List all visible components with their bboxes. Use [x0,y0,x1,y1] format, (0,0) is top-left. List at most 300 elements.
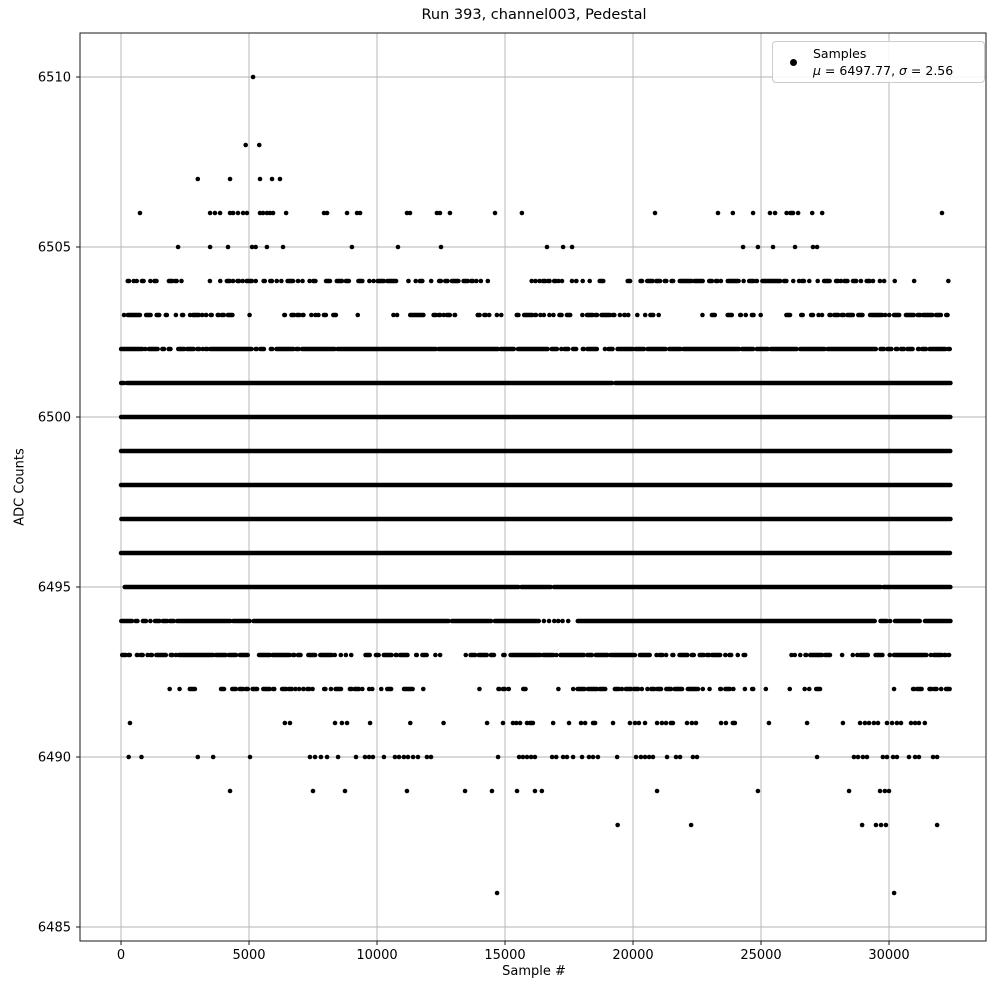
sample-point [278,177,283,182]
sample-point [724,721,729,726]
sample-point [495,313,500,318]
sample-point [429,279,434,284]
sample-point [591,755,596,760]
sample-point [840,653,845,658]
sample-point [852,755,857,760]
sample-point [367,279,372,284]
sigma-value: = 2.56 [906,63,954,78]
x-tick-label: 15000 [484,948,526,963]
legend-stats-line [813,62,953,79]
sample-point [421,687,426,692]
sample-point [859,279,864,284]
sample-point [787,687,792,692]
sample-point [743,687,748,692]
sample-point [325,755,330,760]
sample-point [885,755,890,760]
sample-point [716,211,721,216]
sample-point [134,279,139,284]
sample-point [719,279,724,284]
scatter-points-layer [121,75,951,896]
sample-point [741,279,746,284]
sample-point [883,789,888,794]
sample-point [226,245,231,250]
sample-point [177,687,182,692]
sample-point [550,755,555,760]
sample-point [917,755,922,760]
sample-point [402,755,407,760]
sample-point [895,721,900,726]
sample-point [520,211,525,216]
sample-point [895,755,900,760]
sample-point [820,211,825,216]
sample-point [493,211,498,216]
sample-point [643,313,648,318]
sample-point [345,721,350,726]
sample-point [858,721,863,726]
sample-point [756,789,761,794]
sample-point [495,891,500,896]
sample-point [556,687,561,692]
sample-point [791,279,796,284]
sample-point [413,279,418,284]
y-tick-label: 6510 [37,70,71,86]
sample-point [810,211,815,216]
sample-marker-icon [790,59,797,66]
sample-point [405,789,410,794]
sample-point [876,721,881,726]
sample-point [474,279,479,284]
sample-point [247,313,252,318]
sample-point [735,653,740,658]
x-tick-label: 20000 [612,948,654,963]
sample-point [773,211,778,216]
sample-point [258,177,263,182]
x-tick-label: 5000 [232,948,266,963]
sample-point [820,313,825,318]
sample-point [888,619,893,624]
sample-point [691,755,696,760]
sample-point [477,687,482,692]
sample-point [496,755,501,760]
sample-point [251,75,256,80]
sample-point [892,891,897,896]
sample-point [719,721,724,726]
sample-point [395,313,400,318]
sample-point [751,211,756,216]
sample-point [635,313,640,318]
sample-point [872,721,877,726]
sample-point [283,721,288,726]
sample-point [660,721,665,726]
sample-point [655,721,660,726]
sample-point [863,721,868,726]
sample-point [547,619,552,624]
sample-point [408,211,413,216]
sample-point [887,789,892,794]
mu-symbol: μ [813,63,821,78]
sample-point [560,619,565,624]
sample-point [208,279,213,284]
sample-point [350,245,355,250]
sample-point [499,313,504,318]
sample-point [257,143,262,148]
sample-point [634,755,639,760]
chart-title: Run 393, channel003, Pedestal [421,7,647,23]
sample-point [274,279,279,284]
sample-point [344,653,349,658]
sample-point [126,755,131,760]
y-tick-label: 6485 [37,920,71,936]
sample-point [678,755,683,760]
sample-point [174,313,179,318]
sample-point [501,721,506,726]
x-tick-label: 0 [116,948,126,963]
sample-point [618,313,623,318]
y-tick-label: 6490 [37,750,71,766]
legend-marker-col [773,59,813,66]
legend-text [813,45,953,79]
x-tick-label: 10000 [356,948,398,963]
sample-point [664,653,669,658]
sample-point [354,755,359,760]
sample-point [253,245,258,250]
sample-point [882,279,887,284]
sample-point [279,279,284,284]
y-axis-label: ADC Counts [12,448,28,526]
sample-point [701,687,706,692]
sample-point [139,755,144,760]
sample-point [847,789,852,794]
sample-point [643,721,648,726]
sample-point [545,245,550,250]
sample-point [793,245,798,250]
x-tick-label: 25000 [740,948,782,963]
sample-point [196,177,201,182]
sample-point [533,789,538,794]
sample-point [881,755,886,760]
sample-point [664,721,669,726]
sample-point [542,313,547,318]
sample-point [874,823,879,828]
sample-point [360,687,365,692]
y-tick-label: 6500 [37,410,71,426]
sample-point [311,789,316,794]
sample-point [587,755,592,760]
sample-point [566,619,571,624]
sample-point [655,789,660,794]
sample-point [861,755,866,760]
sample-point [580,755,585,760]
sample-point [570,279,575,284]
sample-point [309,313,314,318]
sample-point [176,245,181,250]
sample-point [167,687,172,692]
sample-point [907,755,912,760]
sample-point [884,823,889,828]
sample-point [639,755,644,760]
sample-point [579,721,584,726]
sample-point [441,721,446,726]
legend [772,41,985,83]
sample-point [425,755,430,760]
sample-point [860,823,865,828]
sample-point [807,687,812,692]
sample-point [626,313,631,318]
sample-point [690,721,695,726]
mu-value: = 6497.77, [820,63,900,78]
sample-point [408,721,413,726]
sample-point [756,245,761,250]
sample-point [768,211,773,216]
sample-point [554,653,559,658]
sample-point [486,279,491,284]
sample-point [313,755,318,760]
sample-point [665,755,670,760]
sample-point [211,755,216,760]
sample-point [336,755,341,760]
sample-point [694,721,699,726]
sample-point [940,211,945,216]
sample-point [767,721,772,726]
sample-point [228,789,233,794]
sample-point [433,653,438,658]
sample-point [245,211,250,216]
sample-point [731,687,736,692]
sample-point [547,313,552,318]
sample-point [196,755,201,760]
sample-point [611,721,616,726]
sample-point [700,313,705,318]
sample-point [807,279,812,284]
sample-point [236,211,241,216]
sample-point [231,211,236,216]
sample-point [878,789,883,794]
sample-point [518,721,523,726]
sample-point [355,313,360,318]
sample-point [396,245,401,250]
sample-point [643,755,648,760]
sample-point [416,755,421,760]
sample-point [815,279,820,284]
sample-point [270,177,275,182]
sample-point [879,823,884,828]
sample-point [707,687,712,692]
sample-point [867,721,872,726]
sample-point [892,687,897,692]
sample-point [596,755,601,760]
sample-point [179,279,184,284]
sample-point [685,721,690,726]
sample-point [208,245,213,250]
sample-point [841,721,846,726]
x-axis-label: Sample # [502,964,566,979]
sample-point [912,279,917,284]
sample-point [723,653,728,658]
sample-point [587,279,592,284]
sigma-symbol: σ [899,63,907,78]
sample-point [689,823,694,828]
sample-point [615,823,620,828]
sample-point [909,721,914,726]
sample-point [310,687,315,692]
sample-point [628,721,633,726]
legend-series-label: Samples [813,46,867,61]
sample-point [463,789,468,794]
sample-point [438,653,443,658]
sample-point [333,721,338,726]
sample-point [850,653,855,658]
sample-point [371,279,376,284]
sample-point [892,279,897,284]
sample-point [429,755,434,760]
sample-point [917,721,922,726]
sample-point [764,687,769,692]
sample-point [308,755,313,760]
sample-point [363,755,368,760]
sample-point [551,313,556,318]
sample-point [349,653,354,658]
sample-point [148,619,153,624]
y-tick-label: 6495 [37,580,71,596]
sample-point [815,755,820,760]
sample-point [935,823,940,828]
x-tick-label: 30000 [868,948,910,963]
sample-point [580,279,585,284]
sample-point [811,245,816,250]
sample-point [438,211,443,216]
sample-point [533,279,538,284]
sample-point [297,687,302,692]
sample-point [883,313,888,318]
sample-point [329,687,334,692]
sample-point [525,755,530,760]
sample-point [695,755,700,760]
sample-point [583,721,588,726]
sample-point [515,789,520,794]
sample-point [228,177,233,182]
sample-point [570,245,575,250]
sample-point [485,721,490,726]
sample-point [208,211,213,216]
sample-point [565,755,570,760]
sample-point [253,279,258,284]
sample-point [887,313,892,318]
sample-point [923,721,928,726]
sample-point [397,755,402,760]
sample-point [393,755,398,760]
sample-point [792,653,797,658]
sample-point [865,755,870,760]
sample-point [899,721,904,726]
sample-point [540,789,545,794]
sample-point [332,653,337,658]
sample-point [805,721,810,726]
sample-point [796,211,801,216]
sample-point [651,755,656,760]
sample-point [439,245,444,250]
sample-point [571,755,576,760]
sample-point [218,279,223,284]
sample-point [533,755,538,760]
sample-point [319,755,324,760]
sample-point [856,755,861,760]
sample-point [890,721,895,726]
sample-point [931,755,936,760]
sample-point [358,211,363,216]
sample-point [316,313,321,318]
sample-point [935,755,940,760]
sample-point [802,687,807,692]
sample-point [490,789,495,794]
sample-point [743,313,748,318]
sample-point [939,687,944,692]
sample-point [674,755,679,760]
sample-point [411,755,416,760]
sample-point [731,211,736,216]
sample-point [218,211,223,216]
sample-point [265,245,270,250]
sample-point [554,755,559,760]
sample-point [213,211,218,216]
sample-point [240,279,245,284]
sample-point [542,619,547,624]
sample-point [771,245,776,250]
sample-point [571,687,576,692]
sample-point [653,211,658,216]
sample-point [448,211,453,216]
sample-point [885,721,890,726]
sample-point [128,721,133,726]
sample-point [815,245,820,250]
sample-point [288,721,293,726]
sample-point [382,755,387,760]
sample-point [656,313,661,318]
sample-point [345,211,350,216]
sample-point [243,143,248,148]
sample-point [284,211,289,216]
sample-point [487,313,492,318]
sample-point [560,279,565,284]
sample-point [368,721,373,726]
sample-point [340,721,345,726]
y-tick-label: 6505 [37,240,71,256]
sample-point [878,279,883,284]
sample-point [325,211,330,216]
sample-point [371,755,376,760]
sample-point [300,279,305,284]
sample-point [640,687,645,692]
sample-point [637,721,642,726]
sample-point [463,653,468,658]
sample-point [561,245,566,250]
sample-point [343,789,348,794]
sample-point [479,279,484,284]
sample-point [231,279,236,284]
sample-point [370,687,375,692]
sample-point [281,245,286,250]
sample-point [615,755,620,760]
sample-point [148,279,153,284]
sample-point [521,755,526,760]
sample-point [271,211,276,216]
sample-point [741,245,746,250]
sample-point [406,755,411,760]
sample-point [946,279,951,284]
sample-point [567,721,572,726]
sample-point [551,721,556,726]
sample-point [758,313,763,318]
sample-point [339,653,344,658]
